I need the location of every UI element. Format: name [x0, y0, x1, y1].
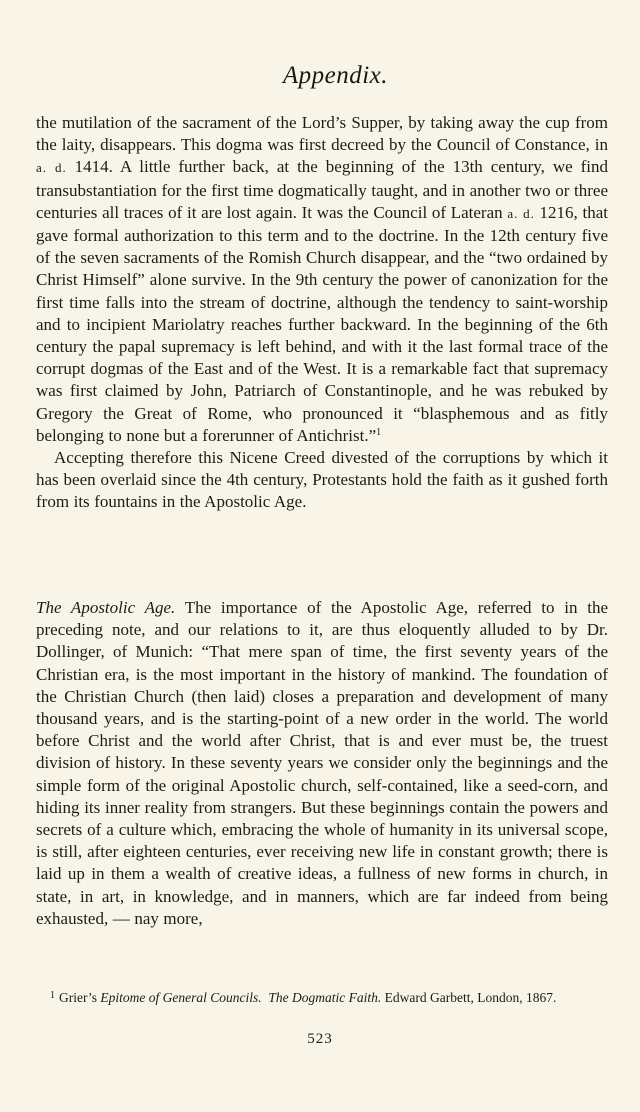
footnote-suffix: Edward Garbett, London, 1867. [381, 990, 557, 1005]
text-run: 1216, that gave formal authorization to this term and to the doctrine. In the 12th century five of the seven sacraments of the Romish Church disappear, and the “two ordained by Christ Himself” alone survive. In the 9th century the power of canonization for the first time falls into the stream of doctrine, although the tendency to saint-worship and to incipient Mariolatry reaches further backward. In the beginning of the 6th century the papal supremacy is left behind, and with it the last formal trace of the corrupt dogmas of the East and of the West. It is a remarkable fact that supremacy was first claimed by John, Patriarch of Constantinople, and he was rebuked by Gregory the Great of Rome, who pronounced it “blasphemous and as fitly belonging to none but a forerunner of Antichrist.” [36, 202, 608, 445]
footnote-reference: 1 [376, 426, 382, 438]
section-lead: The Apostolic Age. [36, 598, 176, 617]
footnote-title-dogmatic: The Dogmatic Faith. [268, 990, 382, 1005]
footnote-prefix: Grier’s [59, 990, 101, 1005]
section-text: The importance of the Apostolic Age, referred to in the preceding note, and our relations to it, are thus eloquently alluded to by Dr. Dollinger, of Munich: “That mere span of time, the first seventy years of the Christian era, is the most important in the history of mankind. The foundation of the Christian Church (then laid) closes a preparation and development of many thousand years, and is the starting-point of a new order in the world. The world before Christ and the world after Christ, that is and ever must be, the truest division of history. In these seventy years we consider only the beginnings and the simple form of the original Apostolic church, self-contained, like a seed-corn, and hiding its inner reality from strangers. But these beginnings contain the powers and secrets of a culture which, embracing the whole of humanity in its universal scope, is still, after eighteen centuries, ever receiving new life in constant growth; there is laid up in them a wealth of creative ideas, a fullness of new forms in church, in state, in art, in knowledge, and in manners, which are far indeed from being exhausted, — nay more, [36, 598, 608, 928]
footnote [36, 986, 608, 1007]
footnote-title-epitome: Epitome of General Councils. [100, 990, 262, 1005]
body-section-1 [36, 112, 608, 514]
paragraph-sacraments [36, 112, 608, 447]
footnote-number: 1 [50, 990, 55, 1001]
page-number: 523 [307, 1031, 333, 1047]
body-section-2 [36, 597, 608, 930]
text-run: 1414. A little further back, at the beginning of the 13th century, we find transubstantiation for the first time dogmatically taught, and in another two or three centuries all traces of it are lost again. It was the Council of Lateran [36, 157, 608, 222]
paragraph-apostolic-age [36, 597, 608, 930]
small-caps-ad: a. d. [507, 205, 535, 221]
running-head: Appendix. [282, 62, 388, 89]
text-run: the mutilation of the sacrament of the Lord’s Supper, by taking away the cup from the laity, disappears. This dogma was first decreed by the Council of Constance, in [36, 113, 608, 155]
small-caps-ad: a. d. [36, 160, 67, 176]
paragraph-nicene-creed: Accepting therefore this Nicene Creed divested of the corruptions by which it has been overlaid since the 4th century, Protestants hold the faith as it gushed forth from its fountains in the Apostolic Age. [36, 448, 608, 512]
